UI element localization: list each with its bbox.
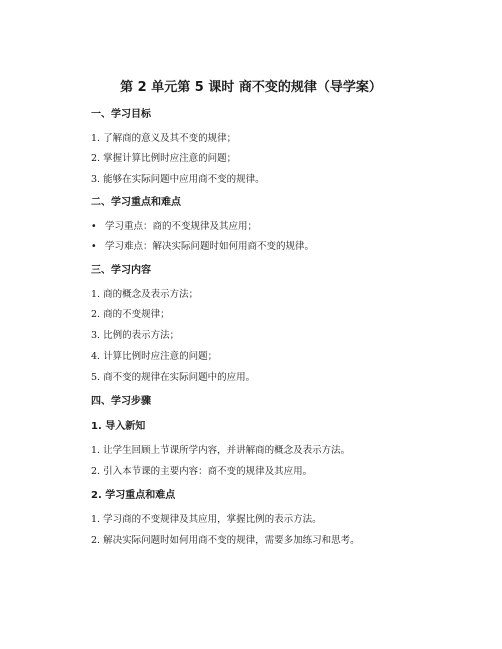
step-item: 2. 解决实际问题时如何用商不变的规律，需要多加练习和思考。: [91, 535, 360, 546]
key-point-bullet: [91, 241, 314, 253]
step-heading-intro: 1. 导入新知: [91, 421, 146, 432]
key-point-text: 学习难点：解决实际问题时如何用商不变的规律。: [105, 241, 315, 252]
key-point-bullet: [91, 221, 257, 233]
section-heading-learning-goals: 一、学习目标: [91, 109, 151, 120]
step-heading-key-points: 2. 学习重点和难点: [91, 490, 176, 501]
goal-item: 3. 能够在实际问题中应用商不变的规律。: [91, 174, 265, 185]
content-item: 3. 比例的表示方法；: [91, 330, 180, 341]
key-point-text: 学习重点：商的不变规律及其应用；: [105, 221, 258, 232]
section-heading-learning-steps: 四、学习步骤: [91, 396, 151, 407]
content-item: 5. 商不变的规律在实际问题中的应用。: [91, 372, 256, 383]
content-item: 1. 商的概念及表示方法；: [91, 289, 199, 300]
document-title: 第 2 单元第 5 课时 商不变的规律（导学案）: [120, 80, 382, 95]
section-heading-learning-content: 三、学习内容: [91, 265, 151, 276]
goal-item: 2. 掌握计算比例时应注意的问题；: [91, 153, 237, 164]
step-item: 1. 让学生回顾上节课所学内容，并讲解商的概念及表示方法。: [91, 445, 351, 456]
content-item: 2. 商的不变规律；: [91, 309, 170, 320]
goal-item: 1. 了解商的意义及其不变的规律；: [91, 133, 237, 144]
step-item: 1. 学习商的不变规律及其应用，掌握比例的表示方法。: [91, 514, 322, 525]
section-heading-key-points: 二、学习重点和难点: [91, 197, 181, 208]
bullet-icon: •: [91, 241, 97, 252]
content-item: 4. 计算比例时应注意的问题；: [91, 351, 218, 362]
step-item: 2. 引入本节课的主要内容：商不变的规律及其应用。: [91, 466, 313, 477]
bullet-icon: •: [91, 221, 97, 232]
